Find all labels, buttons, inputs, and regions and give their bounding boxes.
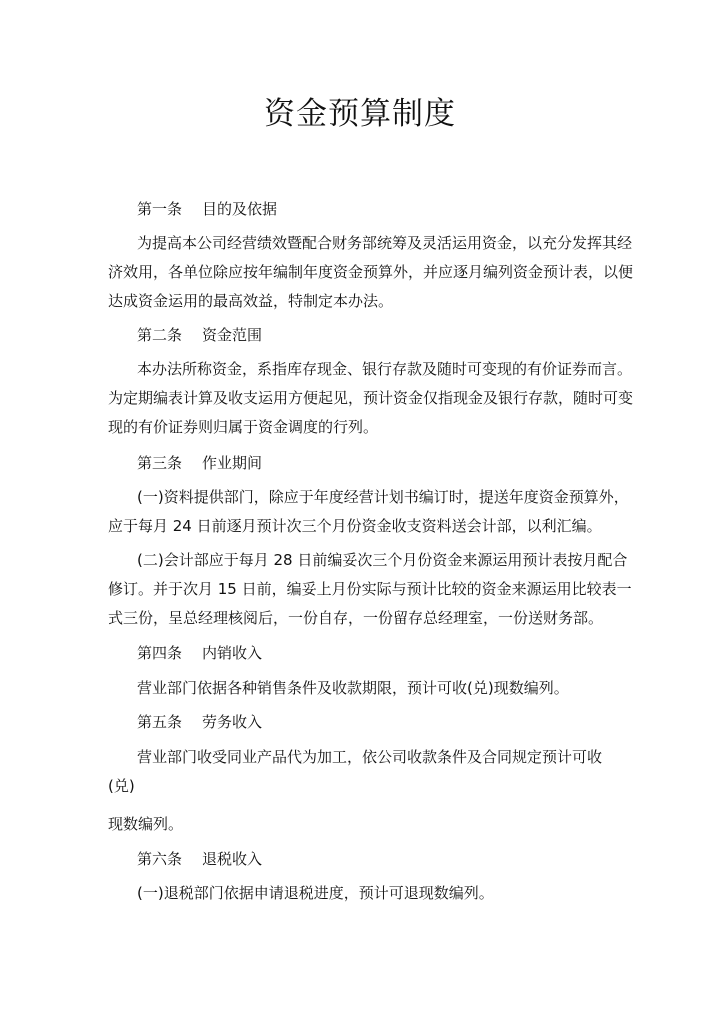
- article-6-heading: [137, 848, 262, 870]
- article-number: 第五条: [137, 713, 183, 731]
- article-name: 内销收入: [202, 644, 263, 662]
- paragraph-line: 式三份，呈总经理核阅后，一份自存，一份留存总经理室，一份送财务部。: [108, 609, 604, 627]
- paragraph-line: 济效用，各单位除应按年编制年度资金预算外，并应逐月编列资金预计表，以便: [108, 263, 634, 281]
- paragraph-line: 达成资金运用的最高效益，特制定本办法。: [108, 292, 394, 310]
- paragraph-line: (兑): [108, 777, 135, 795]
- article-number: 第一条: [137, 200, 183, 218]
- paragraph-line: 为提高本公司经营绩效暨配合财务部统筹及灵活运用资金，以充分发挥其经: [137, 234, 633, 252]
- paragraph-line: (一)资料提供部门，除应于年度经营计划书编订时，提送年度资金预算外，: [137, 488, 629, 506]
- article-name: 退税收入: [202, 850, 263, 868]
- paragraph-line: 营业部门收受同业产品代为加工，依公司收款条件及合同规定预计可收: [137, 748, 603, 766]
- article-name: 劳务收入: [202, 713, 263, 731]
- article-name: 作业期间: [202, 454, 263, 472]
- paragraph-line: 应于每月 24 日前逐月预计次三个月份资金收支资料送会计部，以利汇编。: [108, 517, 602, 535]
- article-number: 第六条: [137, 850, 183, 868]
- paragraph-line: 本办法所称资金，系指库存现金、银行存款及随时可变现的有价证券而言。: [137, 360, 633, 378]
- article-5-heading: [137, 711, 262, 733]
- paragraph-line: (二)会计部应于每月 28 日前编妥次三个月份资金来源运用预计表按月配合: [137, 551, 628, 569]
- article-number: 第二条: [137, 326, 183, 344]
- paragraph-line: 修订。并于次月 15 日前，编妥上月份实际与预计比较的资金来源运用比较表一: [108, 580, 632, 598]
- article-3-heading: [137, 452, 262, 474]
- paragraph-line: 现的有价证券则归属于资金调度的行列。: [108, 418, 379, 436]
- document-title: 资金预算制度: [264, 96, 456, 132]
- article-name: 资金范围: [202, 326, 263, 344]
- paragraph-line: (一)退税部门依据申请退税进度，预计可退现数编列。: [137, 884, 494, 902]
- paragraph-line: 为定期编表计算及收支运用方便起见，预计资金仅指现金及银行存款，随时可变: [108, 389, 634, 407]
- paragraph-line: 营业部门依据各种销售条件及收款期限，预计可收(兑)现数编列。: [137, 679, 569, 697]
- article-4-heading: [137, 642, 262, 664]
- article-2-heading: [137, 324, 262, 346]
- article-number: 第三条: [137, 454, 183, 472]
- article-number: 第四条: [137, 644, 183, 662]
- paragraph-line: 现数编列。: [108, 815, 184, 833]
- article-1-heading: [137, 198, 277, 220]
- article-name: 目的及依据: [202, 200, 278, 218]
